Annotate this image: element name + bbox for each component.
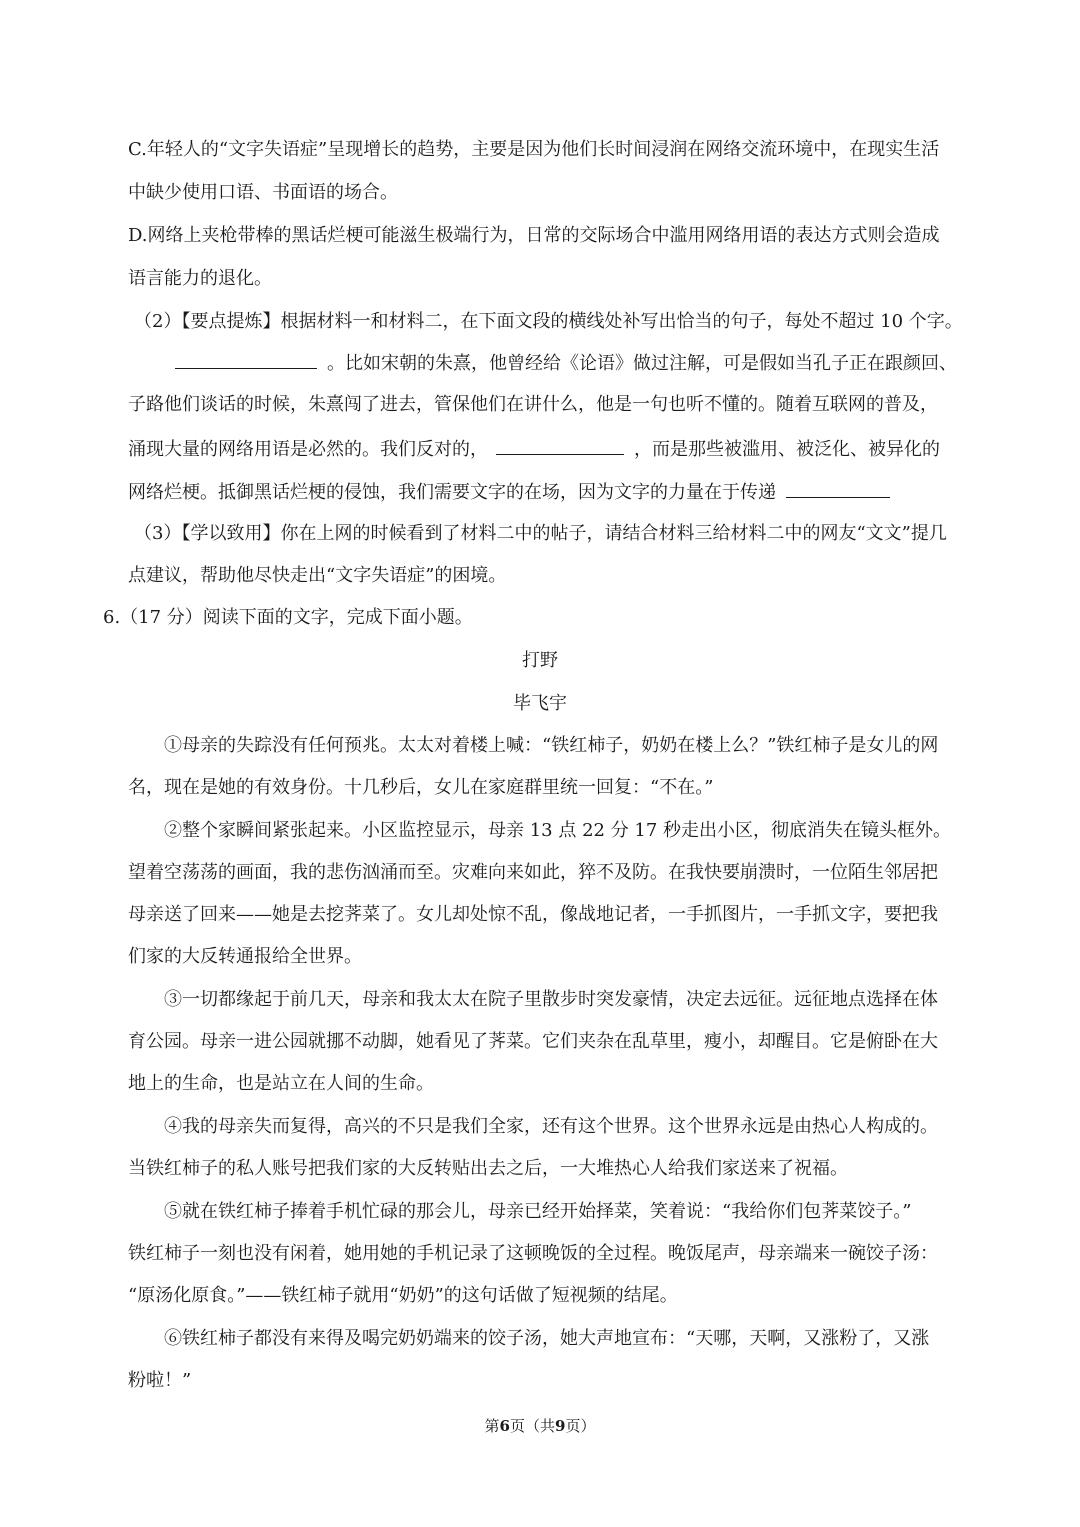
q2-passage-line-4	[128, 479, 890, 505]
option-d-line-1: D.网络上夹枪带棒的黑话烂梗可能滋生极端行为，日常的交际场合中滥用网络用语的表达方式则会造成	[128, 225, 940, 246]
paragraph-2-line-1: ②整个家瞬间紧张起来。小区监控显示，母亲 13 点 22 分 17 秒走出小区，彻底消失在镜头框外。	[164, 820, 952, 841]
paragraph-2-line-2: 望着空荡荡的画面，我的悲伤汹涌而至。灾难向来如此，猝不及防。在我快要崩溃时，一位陌生邻居把	[128, 862, 938, 883]
option-c-line-2: 中缺少使用口语、书面语的场合。	[128, 182, 398, 203]
q2-instruction: （2）【要点提炼】根据材料一和材料二，在下面文段的横线处补写出恰当的句子，每处不超过 10 个字。	[134, 311, 963, 332]
footer-middle: 页（共	[509, 1417, 555, 1435]
q2-line3-text-after: ，而是那些被滥用、被泛化、被异化的	[634, 439, 940, 460]
paragraph-4-line-2: 当铁红柿子的私人账号把我们家的大反转贴出去之后，一大堆热心人给我们家送来了祝福。	[128, 1158, 848, 1179]
article-title: 打野	[522, 650, 558, 671]
q2-line3-text-before: 涌现大量的网络用语是必然的。我们反对的，	[128, 439, 488, 460]
option-d-line-2: 语言能力的退化。	[128, 268, 272, 289]
paragraph-5-line-1: ⑤就在铁红柿子捧着手机忙碌的那会儿，母亲已经开始择菜，笑着说：“我给你们包荠菜饺子。”	[164, 1201, 912, 1222]
answer-blank-1[interactable]	[175, 350, 317, 369]
paragraph-5-line-2: 铁红柿子一刻也没有闲着，她用她的手机记录了这顿晚饭的全过程。晚饭尾声，母亲端来一碗饺子汤：	[128, 1243, 938, 1264]
paragraph-6-line-1: ⑥铁红柿子都没有来得及喝完奶奶端来的饺子汤，她大声地宣布：“天哪，天啊，又涨粉了，又涨	[164, 1328, 930, 1349]
q2-passage-line-3	[128, 436, 940, 462]
paragraph-2-line-4: 们家的大反转通报给全世界。	[128, 946, 362, 967]
paragraph-4-line-1: ④我的母亲失而复得，高兴的不只是我们全家，还有这个世界。这个世界永远是由热心人构成的。	[164, 1116, 938, 1137]
paragraph-6-line-2: 粉啦！”	[128, 1370, 192, 1391]
paragraph-3-line-2: 育公园。母亲一进公园就挪不动脚，她看见了荠菜。它们夹杂在乱草里，瘦小，却醒目。它是俯卧在大	[128, 1031, 938, 1052]
paragraph-1-line-1: ①母亲的失踪没有任何预兆。太太对着楼上喊：“铁红柿子，奶奶在楼上么？”铁红柿子是女儿的网	[164, 735, 939, 756]
q2-passage-line-1	[175, 350, 957, 376]
q6-heading: 6.（17 分）阅读下面的文字，完成下面小题。	[103, 607, 473, 628]
article-author: 毕飞宇	[513, 693, 567, 714]
footer-total-pages: 9	[555, 1417, 566, 1435]
q3-line-2: 点建议，帮助他尽快走出“文字失语症”的困境。	[128, 565, 507, 586]
option-c-line-1: C.年轻人的“文字失语症”呈现增长的趋势，主要是因为他们长时间浸润在网络交流环境中，在现实生活	[128, 139, 940, 160]
paragraph-1-line-2: 名，现在是她的有效身份。十几秒后，女儿在家庭群里统一回复：“不在。”	[128, 777, 714, 798]
paragraph-5-line-3: “原汤化原食。”——铁红柿子就用“奶奶”的这句话做了短视频的结尾。	[128, 1285, 678, 1306]
answer-blank-2[interactable]	[496, 436, 624, 455]
q3-line-1: （3）【学以致用】你在上网的时候看到了材料二中的帖子，请结合材料三给材料二中的网友“文文”提几	[134, 523, 947, 544]
q2-passage-line-2: 子路他们谈话的时候，朱熹闯了进去，管保他们在讲什么，他是一句也听不懂的。随着互联网的普及，	[128, 394, 938, 415]
footer-prefix: 第	[484, 1417, 500, 1435]
q2-line4-text: 网络烂梗。抵御黑话烂梗的侵蚀，我们需要文字的在场，因为文字的力量在于传递	[128, 482, 776, 503]
paragraph-2-line-3: 母亲送了回来——她是去挖荠菜了。女儿却处惊不乱，像战地记者，一手抓图片，一手抓文字，要把我	[128, 904, 938, 925]
answer-blank-3[interactable]	[786, 479, 890, 498]
q2-line1-text: 。比如宋朝的朱熹，他曾经给《论语》做过注解，可是假如当孔子正在跟颜回、	[327, 353, 957, 374]
footer-page-number: 6	[499, 1417, 510, 1435]
page-footer	[0, 1415, 1080, 1436]
paragraph-3-line-1: ③一切都缘起于前几天，母亲和我太太在院子里散步时突发豪情，决定去远征。远征地点选择在体	[164, 989, 938, 1010]
footer-suffix: 页）	[565, 1417, 596, 1435]
paragraph-3-line-3: 地上的生命，也是站立在人间的生命。	[128, 1073, 434, 1094]
